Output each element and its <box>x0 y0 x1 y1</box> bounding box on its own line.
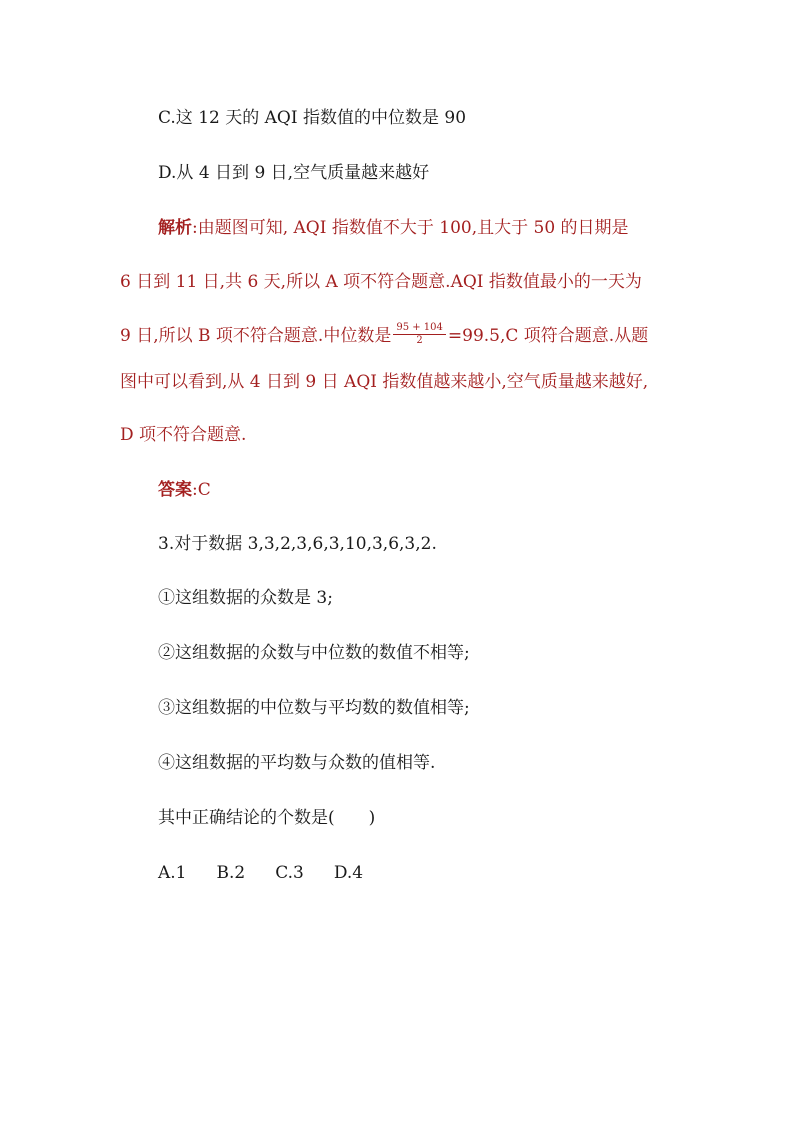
analysis-label: 解析 <box>158 218 192 238</box>
analysis-line-1 <box>158 216 629 240</box>
choice-b: B.2 <box>216 863 246 883</box>
choices-row <box>158 861 393 885</box>
statement-4: ④这组数据的平均数与众数的值相等. <box>158 753 436 773</box>
analysis-text-3-post: =99.5,C 项符合题意.从题 <box>447 326 649 346</box>
analysis-text-3-pre: 9 日,所以 B 项不符合题意.中位数是 <box>120 326 392 346</box>
option-c-line: C.这 12 天的 AQI 指数值的中位数是 90 <box>158 108 467 128</box>
analysis-text-1: :由题图可知, AQI 指数值不大于 100,且大于 50 的日期是 <box>192 218 629 238</box>
question-ask: 其中正确结论的个数是( ) <box>158 808 376 828</box>
option-d-line: D.从 4 日到 9 日,空气质量越来越好 <box>158 163 430 183</box>
answer-value: :C <box>192 480 211 500</box>
analysis-line-4: 图中可以看到,从 4 日到 9 日 AQI 指数值越来越小,空气质量越来越好, <box>120 372 649 392</box>
choice-d: D.4 <box>333 863 364 883</box>
statement-3: ③这组数据的中位数与平均数的数值相等; <box>158 698 470 718</box>
question-3: 3.对于数据 3,3,2,3,6,3,10,3,6,3,2. <box>158 534 437 554</box>
analysis-line-2: 6 日到 11 日,共 6 天,所以 A 项不符合题意.AQI 指数值最小的一天为 <box>120 272 642 292</box>
fraction-numerator: 95 + 104 <box>393 322 446 335</box>
statement-1: ①这组数据的众数是 3; <box>158 588 333 608</box>
answer-line <box>158 478 211 502</box>
median-fraction <box>393 322 446 347</box>
analysis-line-3 <box>120 324 648 349</box>
choice-c: C.3 <box>275 863 304 883</box>
choice-a: A.1 <box>158 863 187 883</box>
statement-2: ②这组数据的众数与中位数的数值不相等; <box>158 643 470 663</box>
fraction-denominator: 2 <box>416 335 423 346</box>
analysis-line-5: D 项不符合题意. <box>120 425 247 445</box>
answer-label: 答案 <box>158 480 192 500</box>
